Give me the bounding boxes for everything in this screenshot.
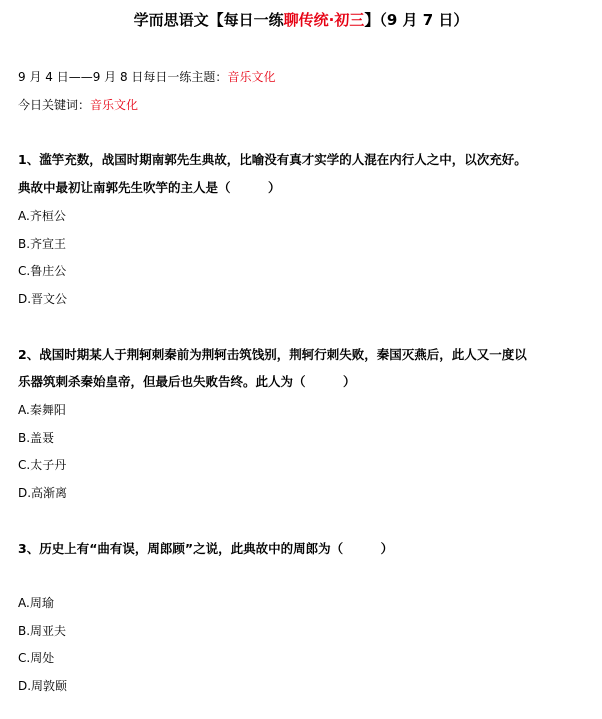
question-1-line-1: 1、滥竽充数，战国时期南郭先生典故，比喻没有真才实学的人混在内行人之中，以次充好。: [18, 152, 527, 167]
question-1-option-c[interactable]: C.鲁庄公: [18, 264, 67, 278]
question-3-line-1: 3、历史上有“曲有误，周郎顾”之说，此典故中的周郎为（ ）: [18, 541, 394, 556]
page-title: [0, 9, 602, 30]
title-highlight: 聊传统·初三: [283, 11, 365, 29]
question-3-option-d[interactable]: D.周敦颐: [18, 679, 68, 693]
title-prefix: 学而思语文【每日一练: [133, 11, 284, 29]
theme-line: [18, 68, 275, 85]
theme-label: 9 月 4 日——9 月 8 日每日一练主题：: [18, 70, 228, 84]
question-3-option-a[interactable]: A.周瑜: [18, 596, 54, 610]
question-3-option-c[interactable]: C.周处: [18, 651, 55, 665]
question-1-option-a[interactable]: A.齐桓公: [18, 209, 66, 223]
question-1-option-d[interactable]: D.晋文公: [18, 292, 68, 306]
question-3-option-b[interactable]: B.周亚夫: [18, 624, 67, 638]
question-2-line-2: 乐器筑刺杀秦始皇帝，但最后也失败告终。此人为（ ）: [18, 374, 356, 389]
question-2-option-a[interactable]: A.秦舞阳: [18, 403, 66, 417]
question-2-option-d[interactable]: D.高渐离: [18, 486, 68, 500]
question-1-option-b[interactable]: B.齐宣王: [18, 237, 67, 251]
question-2-option-c[interactable]: C.太子丹: [18, 458, 67, 472]
question-2-option-b[interactable]: B.盖聂: [18, 431, 55, 445]
keyword-label: 今日关键词：: [18, 98, 91, 112]
theme-value: 音乐文化: [227, 70, 276, 84]
question-2-line-1: 2、战国时期某人于荆轲刺秦前为荆轲击筑饯别，荆轲行刺失败，秦国灭燕后，此人又一度以: [18, 347, 527, 362]
question-1-line-2: 典故中最初让南郭先生吹竽的主人是（ ）: [18, 180, 281, 195]
keyword-line: [18, 96, 138, 113]
keyword-value: 音乐文化: [90, 98, 139, 112]
title-suffix: 】（9 月 7 日）: [364, 11, 469, 29]
